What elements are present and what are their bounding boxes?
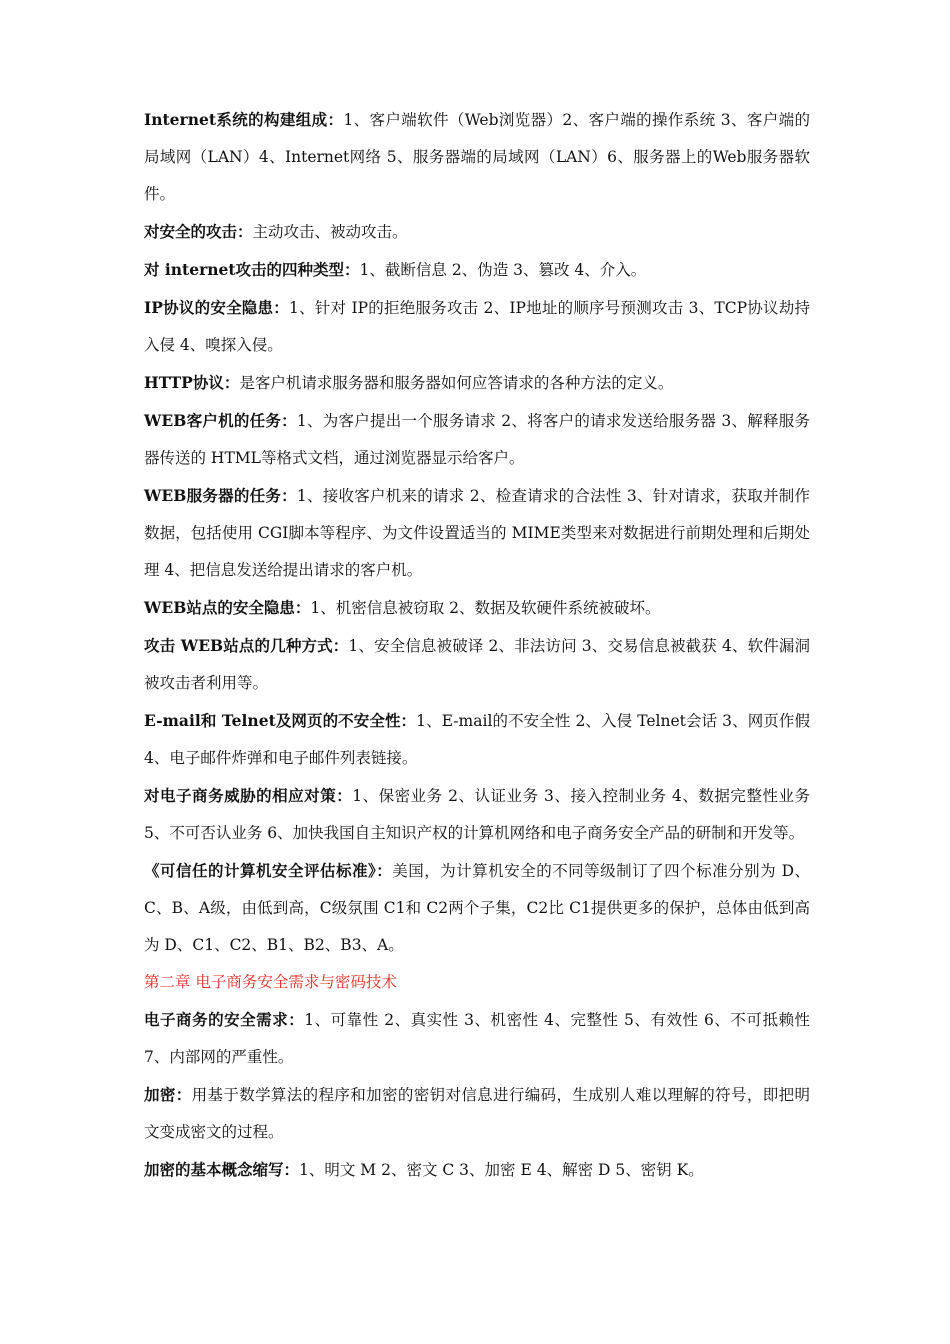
term-label: 对电子商务威胁的相应对策：: [144, 786, 353, 805]
paragraph-attack-types: [144, 251, 810, 289]
term-label: 加密的基本概念缩写：: [144, 1160, 300, 1179]
paragraph-text: 1、安全信息被破译 2、非法访问 3、交易信息被截获 4、软件漏洞被攻击者利用等。: [144, 637, 810, 692]
paragraph-text: 1、为客户提出一个服务请求 2、将客户的请求发送给服务器 3、解释服务器传送的 HTML等格式文档，通过浏览器显示给客户。: [144, 412, 810, 467]
term-label: 《可信任的计算机安全评估标准》：: [144, 861, 393, 880]
paragraph-text: 用基于数学算法的程序和加密的密钥对信息进行编码，生成别人难以理解的符号，即把明文变成密文的过程。: [144, 1086, 810, 1141]
paragraph-text: 1、可靠性 2、真实性 3、机密性 4、完整性 5、有效性 6、不可抵赖性 7、内部网的严重性。: [144, 1011, 810, 1066]
term-label: HTTP协议：: [144, 373, 240, 392]
chapter-heading: 第二章 电子商务安全需求与密码技术: [144, 973, 397, 991]
paragraph-text: 1、客户端软件（Web浏览器）2、客户端的操作系统 3、客户端的局域网（LAN）4、Internet网络 5、服务器端的局域网（LAN）6、服务器上的Web服务器软件。: [144, 111, 811, 203]
term-label: IP协议的安全隐患：: [144, 298, 289, 317]
paragraph-countermeasures: [144, 777, 810, 852]
paragraph-http: [144, 364, 810, 402]
paragraph-text: 1、机密信息被窃取 2、数据及软硬件系统被破坏。: [310, 599, 661, 617]
term-label: 攻击 WEB站点的几种方式：: [144, 636, 349, 655]
paragraph-text: 是客户机请求服务器和服务器如何应答请求的各种方法的定义。: [239, 374, 674, 392]
paragraph-web-site-risks: [144, 589, 810, 627]
paragraph-text: 1、截断信息 2、伪造 3、篡改 4、介入。: [359, 261, 647, 279]
paragraph-text: 1、保密业务 2、认证业务 3、接入控制业务 4、数据完整性业务 5、不可否认业务 6、加快我国自主知识产权的计算机网络和电子商务安全产品的研制和开发等。: [144, 787, 810, 842]
document-body: [144, 101, 810, 1189]
term-label: WEB站点的安全隐患：: [144, 598, 311, 617]
term-label: 对 internet攻击的四种类型：: [144, 260, 360, 279]
paragraph-text: 1、E-mail的不安全性 2、入侵 Telnet会话 3、网页作假 4、电子邮件炸弹和电子邮件列表链接。: [144, 712, 810, 767]
term-label: E-mail和 Telnet及网页的不安全性：: [144, 711, 417, 730]
paragraph-text: 主动攻击、被动攻击。: [252, 223, 408, 241]
term-label: Internet系统的构建组成：: [144, 110, 344, 129]
term-label: WEB客户机的任务：: [144, 411, 297, 430]
paragraph-text: 美国，为计算机安全的不同等级制订了四个标准分别为 D、C、B、A级，由低到高，C级氛围 C1和 C2两个子集，C2比 C1提供更多的保护，总体由低到高为 D、C1、C2、B1、B2、B3、A。: [144, 862, 810, 954]
paragraph-encryption: [144, 1076, 810, 1151]
term-label: 加密：: [144, 1085, 192, 1104]
paragraph-ip-risks: [144, 289, 810, 364]
paragraph-web-client-tasks: [144, 402, 810, 477]
paragraph-web-server-tasks: [144, 477, 810, 589]
paragraph-attack-methods: [144, 627, 810, 702]
term-label: WEB服务器的任务：: [144, 486, 297, 505]
paragraph-email-telnet: [144, 702, 810, 777]
paragraph-security-requirements: [144, 1001, 810, 1076]
paragraph-text: 1、接收客户机来的请求 2、检查请求的合法性 3、针对请求，获取并制作数据，包括使用 CGI脚本等程序、为文件设置适当的 MIME类型来对数据进行前期处理和后期处理 4、把信息发送给提出请求的客户机。: [144, 487, 810, 579]
term-label: 对安全的攻击：: [144, 222, 253, 241]
paragraph-security-attacks: [144, 213, 810, 251]
paragraph-encryption-abbreviations: [144, 1151, 810, 1189]
term-label: 电子商务的安全需求：: [144, 1010, 305, 1029]
paragraph-text: 1、明文 M 2、密文 C 3、加密 E 4、解密 D 5、密钥 K。: [299, 1161, 704, 1179]
paragraph-text: 1、针对 IP的拒绝服务攻击 2、IP地址的顺序号预测攻击 3、TCP协议劫持入侵 4、嗅探入侵。: [144, 299, 810, 354]
paragraph-internet-composition: [144, 101, 810, 213]
paragraph-tcsec: [144, 852, 810, 964]
